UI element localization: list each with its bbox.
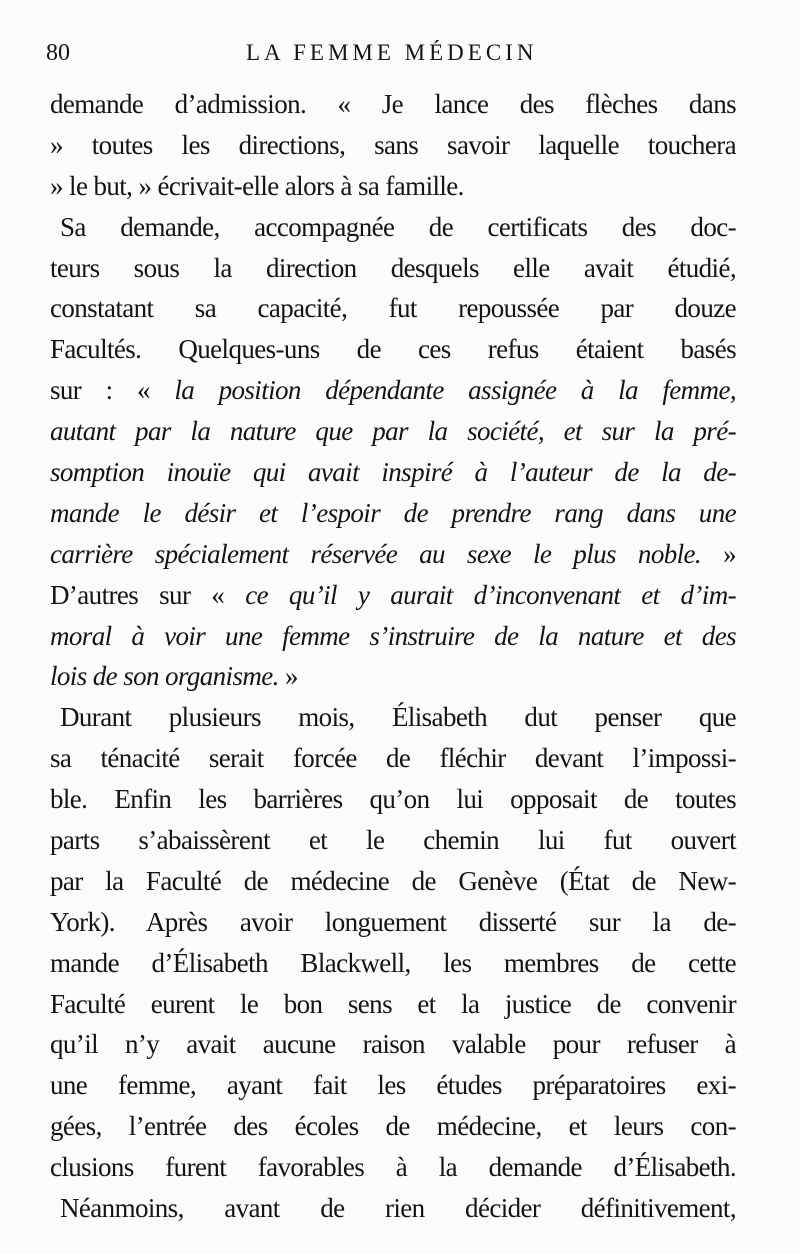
text-line <box>50 575 736 616</box>
text-line: constatant sa capacité, fut repoussée par douze <box>50 293 736 324</box>
text-line <box>50 656 736 697</box>
text-line: qu’il n’y avait aucune raison valable pour refuser à <box>50 1029 736 1060</box>
text-line: teurs sous la direction desquels elle avait étudié, <box>50 252 736 283</box>
text-line: autant par la nature que par la société, et sur la pré- <box>50 416 736 447</box>
text-line-roman: » <box>278 661 298 692</box>
text-line-roman: sur : « <box>50 375 175 406</box>
text-line: Faculté eurent le bon sens et la justice de convenir <box>50 988 736 1019</box>
text-line: Néanmoins, avant de rien décider définitivement, <box>60 1193 736 1224</box>
text-line: par la Faculté de médecine de Genève (État de New- <box>50 865 736 896</box>
text-line-italic: carrière spécialement réservée au sexe le plus noble. <box>50 538 702 569</box>
text-line: ble. Enfin les barrières qu’on lui opposait de toutes <box>50 784 736 815</box>
page-header <box>46 38 736 74</box>
text-line-roman: D’autres sur « <box>50 579 246 610</box>
text-line: une femme, ayant fait les études préparatoires exi- <box>50 1070 736 1101</box>
text-line: sa ténacité serait forcée de fléchir devant l’impossi- <box>50 743 736 774</box>
running-title: LA FEMME MÉDECIN <box>246 40 538 65</box>
text-line <box>50 370 736 411</box>
text-line: demande d’admission. « Je lance des flèches dans <box>50 89 736 119</box>
text-line: Sa demande, accompagnée de certificats des doc- <box>60 211 736 242</box>
text-line-italic: ce qu’il y aurait d’inconvenant et d’im- <box>245 579 736 610</box>
text-line: parts s’abaissèrent et le chemin lui fut ouvert <box>50 825 736 856</box>
text-line-italic: lois de son organisme. <box>50 661 279 692</box>
text-line: » toutes les directions, sans savoir laquelle touchera <box>50 129 736 160</box>
text-line: gées, l’entrée des écoles de médecine, et leurs con- <box>50 1111 736 1142</box>
body-text <box>50 84 736 1229</box>
text-line: clusions furent favorables à la demande d’Élisabeth. <box>50 1152 736 1183</box>
text-line: York). Après avoir longuement disserté sur la de- <box>50 906 736 937</box>
text-line <box>50 534 736 575</box>
text-line: » le but, » écrivait-elle alors à sa famille. <box>50 170 464 201</box>
text-line: Durant plusieurs mois, Élisabeth dut penser que <box>60 702 736 733</box>
page-number: 80 <box>46 40 70 66</box>
text-line-italic: la position dépendante assignée à la femme, <box>174 375 736 406</box>
text-line: Facultés. Quelques-uns de ces refus étaient basés <box>50 334 736 365</box>
text-line-roman: » <box>701 538 736 569</box>
text-line: mande d’Élisabeth Blackwell, les membres de cette <box>50 947 736 978</box>
text-line: moral à voir une femme s’instruire de la nature et des <box>50 620 736 651</box>
text-line: somption inouïe qui avait inspiré à l’auteur de la de- <box>50 457 736 488</box>
text-line: mande le désir et l’espoir de prendre rang dans une <box>50 497 736 528</box>
